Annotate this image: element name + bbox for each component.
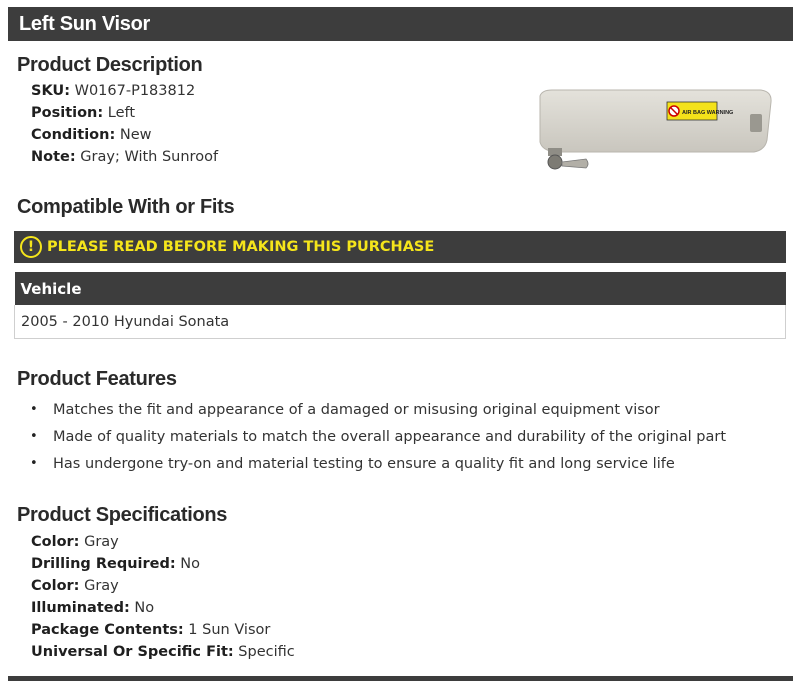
spec-package-field (31, 620, 270, 640)
sun-visor-image (528, 82, 778, 178)
spec-value: Specific (238, 644, 295, 660)
bullet-icon: • (30, 402, 38, 417)
spec-value: Gray (84, 534, 119, 550)
spec-label: Color: (31, 578, 80, 594)
condition-value: New (119, 127, 152, 143)
purchase-warning-banner (14, 231, 786, 263)
list-item (30, 400, 726, 427)
spec-label: Package Contents: (31, 622, 184, 638)
spec-fit-field (31, 642, 295, 662)
spec-label: Universal Or Specific Fit: (31, 644, 234, 660)
warning-icon: ! (20, 236, 42, 258)
spec-label: Color: (31, 534, 80, 550)
spec-value: No (180, 556, 200, 572)
product-specifications-heading: Product Specifications (17, 504, 228, 526)
note-value: Gray; With Sunroof (80, 149, 219, 165)
bullet-icon: • (30, 456, 38, 471)
product-features-heading: Product Features (17, 368, 177, 390)
visor-warning-label: AIR BAG WARNING (682, 110, 734, 116)
vehicle-table (14, 272, 786, 339)
note-label: Note: (31, 149, 76, 165)
spec-illuminated-field (31, 598, 154, 618)
spec-value: Gray (84, 578, 119, 594)
spec-color-field-2 (31, 576, 119, 596)
sku-field (31, 81, 195, 101)
page-title: Left Sun Visor (8, 7, 793, 41)
product-description-heading: Product Description (17, 54, 203, 76)
vehicle-column-header: Vehicle (15, 272, 786, 305)
spec-label: Drilling Required: (31, 556, 176, 572)
spec-value: No (134, 600, 155, 616)
spec-label: Illuminated: (31, 600, 130, 616)
list-item (30, 454, 726, 481)
spec-value: 1 Sun Visor (188, 622, 271, 638)
spec-color-field (31, 532, 119, 552)
feature-text: Matches the fit and appearance of a damaged or misusing original equipment visor (53, 402, 660, 418)
bottom-divider (8, 676, 793, 681)
bullet-icon: • (30, 429, 38, 444)
compatible-heading: Compatible With or Fits (17, 196, 235, 218)
condition-label: Condition: (31, 127, 116, 143)
feature-text: Has undergone try-on and material testing to ensure a quality fit and long service life (53, 456, 675, 472)
position-label: Position: (31, 105, 104, 121)
sku-label: SKU: (31, 83, 70, 99)
note-field (31, 147, 218, 167)
vehicle-cell: 2005 - 2010 Hyundai Sonata (15, 305, 786, 339)
condition-field (31, 125, 152, 145)
table-row (15, 305, 786, 339)
warning-text: PLEASE READ BEFORE MAKING THIS PURCHASE (47, 239, 435, 255)
sku-value: W0167-P183812 (74, 83, 196, 99)
spec-drilling-field (31, 554, 200, 574)
feature-text: Made of quality materials to match the overall appearance and durability of the original part (53, 429, 727, 445)
list-item (30, 427, 726, 454)
position-value: Left (107, 105, 136, 121)
features-list (30, 400, 726, 481)
position-field (31, 103, 135, 123)
